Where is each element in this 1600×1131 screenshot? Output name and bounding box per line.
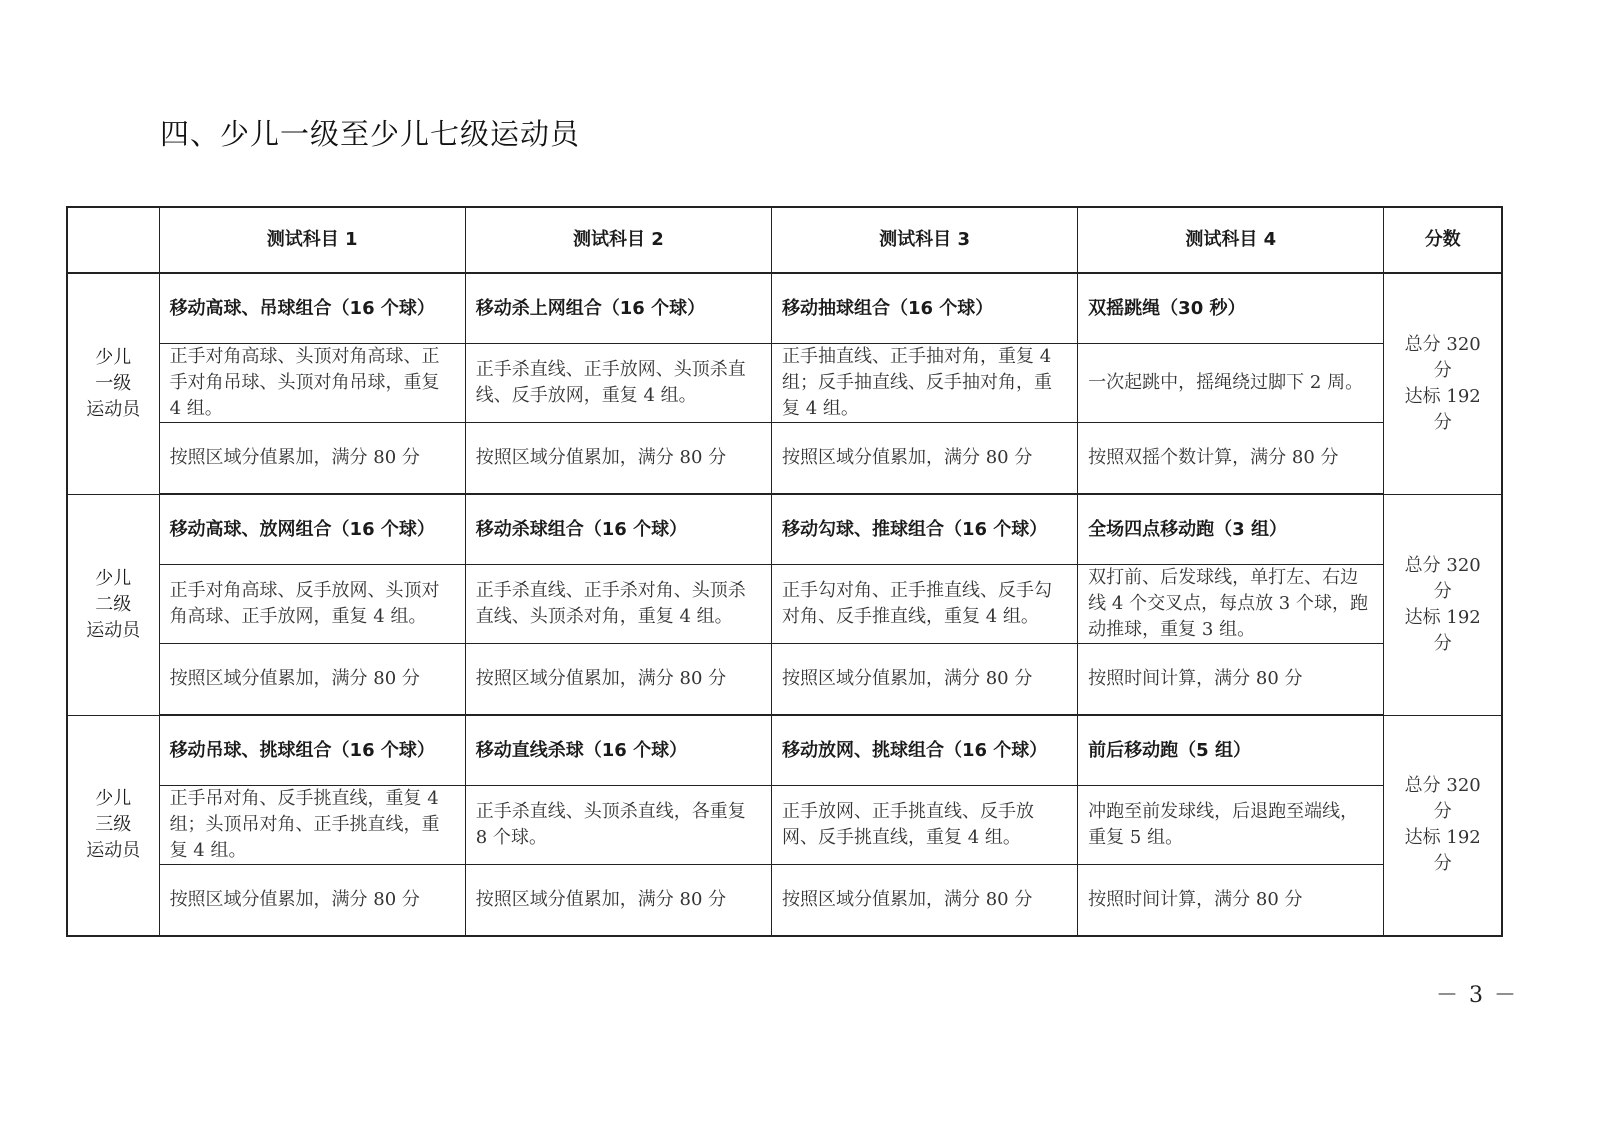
level-2-item-3-title: 移动勾球、推球组合（16 个球） — [771, 494, 1077, 565]
header-item-1: 测试科目 1 — [159, 207, 465, 273]
level-3-item-4-desc: 冲跑至前发球线，后退跑至端线，重复 5 组。 — [1078, 786, 1384, 865]
level-2-desc-row — [67, 565, 1502, 644]
level-1-item-2-title: 移动杀上网组合（16 个球） — [465, 273, 771, 344]
level-3-item-1-rule: 按照区域分值累加，满分 80 分 — [159, 865, 465, 937]
table-header-row — [67, 207, 1502, 273]
level-1-item-3-desc: 正手抽直线、正手抽对角，重复 4 组；反手抽直线、反手抽对角，重复 4 组。 — [771, 344, 1077, 423]
level-1-item-2-desc: 正手杀直线、正手放网、头顶杀直线、反手放网，重复 4 组。 — [465, 344, 771, 423]
level-1-item-3-title: 移动抽球组合（16 个球） — [771, 273, 1077, 344]
level-1-item-4-desc: 一次起跳中，摇绳绕过脚下 2 周。 — [1078, 344, 1384, 423]
level-1-item-4-title: 双摇跳绳（30 秒） — [1078, 273, 1384, 344]
level-2-rule-row — [67, 644, 1502, 716]
level-3-label: 少儿 三级 运动员 — [67, 715, 159, 936]
level-1-item-1-rule: 按照区域分值累加，满分 80 分 — [159, 423, 465, 495]
level-3-item-3-desc: 正手放网、正手挑直线、反手放网、反手挑直线，重复 4 组。 — [771, 786, 1077, 865]
level-2-item-2-desc: 正手杀直线、正手杀对角、头顶杀直线、头顶杀对角，重复 4 组。 — [465, 565, 771, 644]
level-1-rule-row — [67, 423, 1502, 495]
level-3-desc-row — [67, 786, 1502, 865]
level-3-rule-row — [67, 865, 1502, 937]
level-1-item-4-rule: 按照双摇个数计算，满分 80 分 — [1078, 423, 1384, 495]
level-2-item-1-desc: 正手对角高球、反手放网、头顶对角高球、正手放网，重复 4 组。 — [159, 565, 465, 644]
level-2-item-4-title: 全场四点移动跑（3 组） — [1078, 494, 1384, 565]
level-2-label: 少儿 二级 运动员 — [67, 494, 159, 715]
header-score: 分数 — [1384, 207, 1502, 273]
level-1-item-1-title: 移动高球、吊球组合（16 个球） — [159, 273, 465, 344]
level-3-item-2-rule: 按照区域分值累加，满分 80 分 — [465, 865, 771, 937]
level-3-item-1-title: 移动吊球、挑球组合（16 个球） — [159, 715, 465, 786]
level-3-item-3-rule: 按照区域分值累加，满分 80 分 — [771, 865, 1077, 937]
level-1-item-3-rule: 按照区域分值累加，满分 80 分 — [771, 423, 1077, 495]
level-3-item-2-desc: 正手杀直线、头顶杀直线，各重复 8 个球。 — [465, 786, 771, 865]
level-1-desc-row — [67, 344, 1502, 423]
page-number: － 3 － — [1436, 983, 1518, 1008]
header-corner-cell — [67, 207, 159, 273]
test-table — [66, 206, 1503, 937]
level-3-item-1-desc: 正手吊对角、反手挑直线，重复 4 组；头顶吊对角、正手挑直线，重复 4 组。 — [159, 786, 465, 865]
level-3-title-row — [67, 715, 1502, 786]
level-2-item-3-desc: 正手勾对角、正手推直线、反手勾对角、反手推直线，重复 4 组。 — [771, 565, 1077, 644]
header-item-4: 测试科目 4 — [1078, 207, 1384, 273]
level-2-item-4-rule: 按照时间计算，满分 80 分 — [1078, 644, 1384, 716]
level-2-item-4-desc: 双打前、后发球线，单打左、右边线 4 个交叉点，每点放 3 个球，跑动推球，重复 3 组。 — [1078, 565, 1384, 644]
level-3-item-4-rule: 按照时间计算，满分 80 分 — [1078, 865, 1384, 937]
page-heading: 四、少儿一级至少儿七级运动员 — [160, 117, 581, 151]
level-1-item-2-rule: 按照区域分值累加，满分 80 分 — [465, 423, 771, 495]
level-2-title-row — [67, 494, 1502, 565]
level-2-score: 总分 320 分 达标 192 分 — [1384, 494, 1502, 715]
level-3-item-2-title: 移动直线杀球（16 个球） — [465, 715, 771, 786]
level-2-item-3-rule: 按照区域分值累加，满分 80 分 — [771, 644, 1077, 716]
level-3-item-3-title: 移动放网、挑球组合（16 个球） — [771, 715, 1077, 786]
header-item-2: 测试科目 2 — [465, 207, 771, 273]
level-2-item-1-title: 移动高球、放网组合（16 个球） — [159, 494, 465, 565]
level-3-score: 总分 320 分 达标 192 分 — [1384, 715, 1502, 936]
level-1-score: 总分 320 分 达标 192 分 — [1384, 273, 1502, 494]
level-2-item-1-rule: 按照区域分值累加，满分 80 分 — [159, 644, 465, 716]
level-1-item-1-desc: 正手对角高球、头顶对角高球、正手对角吊球、头顶对角吊球，重复 4 组。 — [159, 344, 465, 423]
header-item-3: 测试科目 3 — [771, 207, 1077, 273]
level-1-label: 少儿 一级 运动员 — [67, 273, 159, 494]
level-2-item-2-title: 移动杀球组合（16 个球） — [465, 494, 771, 565]
level-3-item-4-title: 前后移动跑（5 组） — [1078, 715, 1384, 786]
level-2-item-2-rule: 按照区域分值累加，满分 80 分 — [465, 644, 771, 716]
level-1-title-row — [67, 273, 1502, 344]
